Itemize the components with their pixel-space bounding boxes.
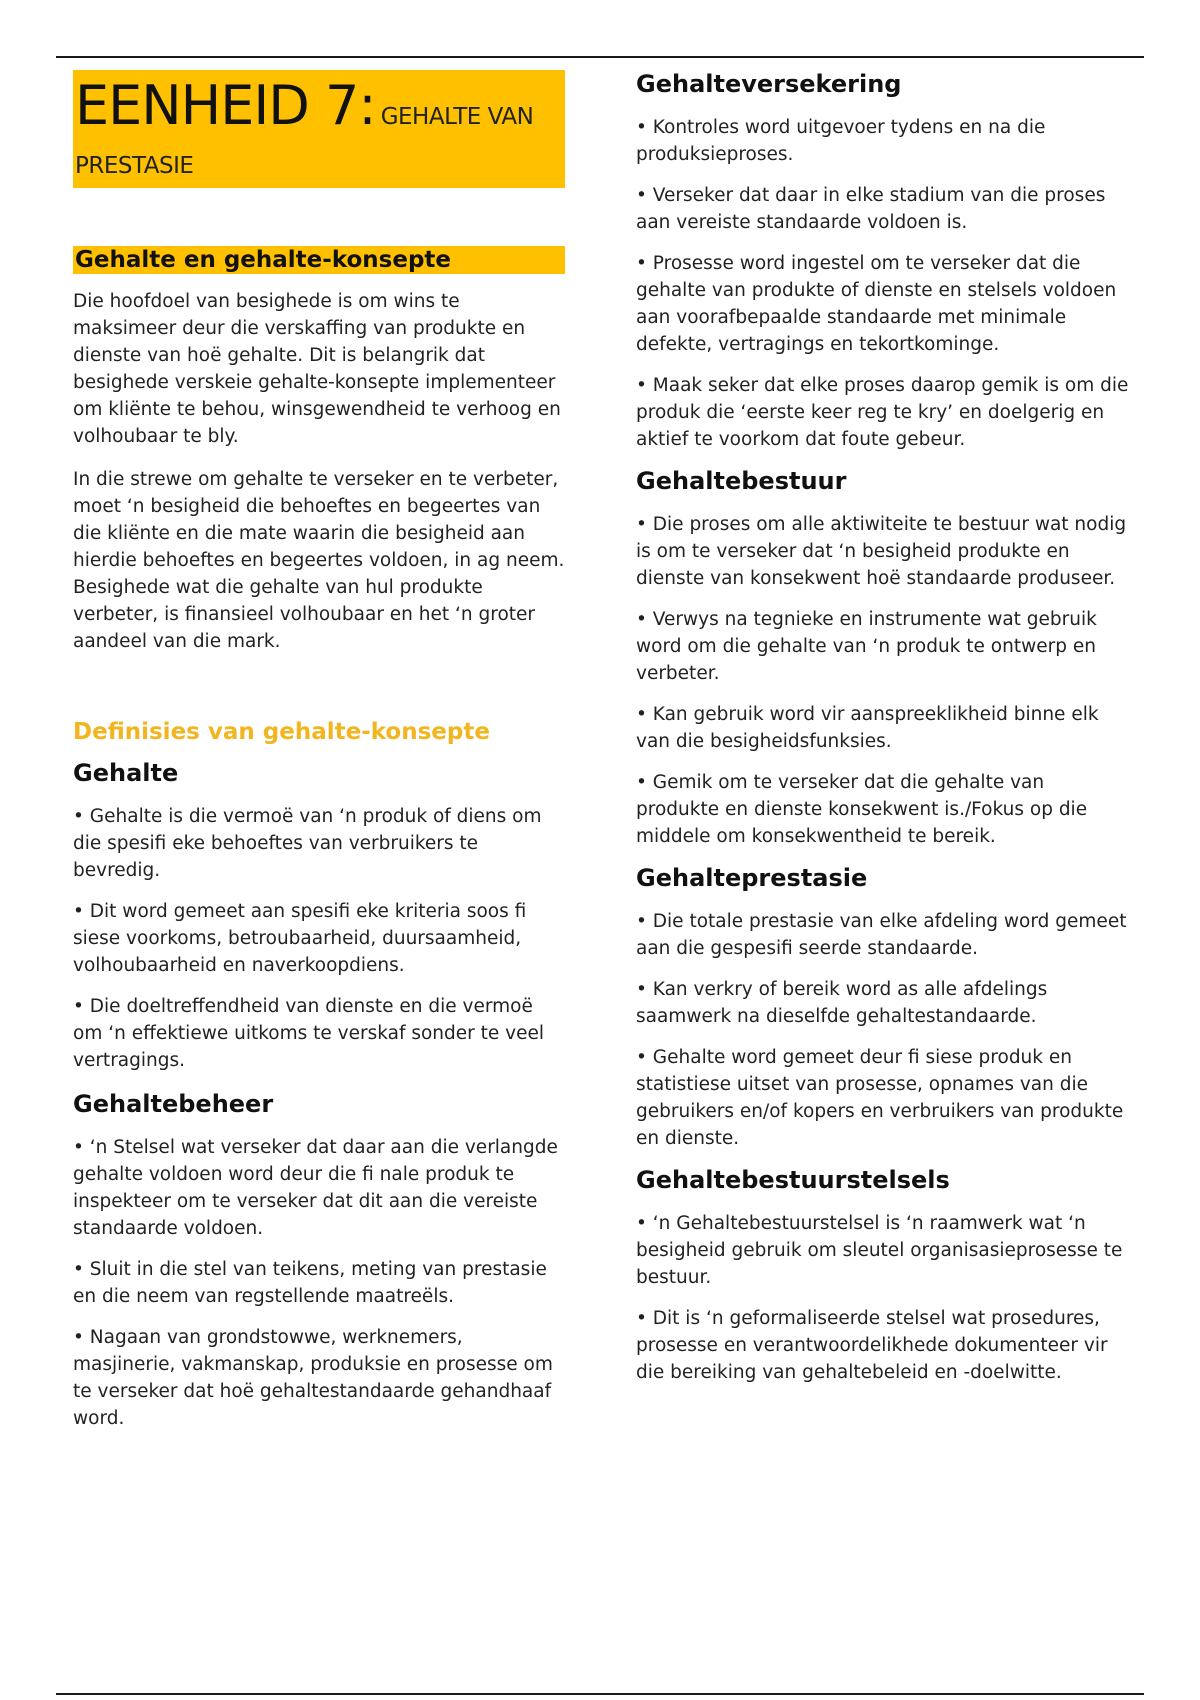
- intro-paragraph: In die strewe om gehalte te verseker en te verbeter, moet ‘n besigheid die behoeftes en begeertes van die kliënte en die mate waarin die besigheid aan hierdie behoeftes en begeertes voldoen, in ag neem. Besighede wat die gehalte van hul produkte verbeter, is finansieel volhoubaar en het ‘n groter aandeel van die mark.: [73, 469, 565, 652]
- bullet-item: • Dit word gemeet aan spesifi eke kriteria soos fi siese voorkoms, betroubaarheid, duursaamheid, volhoubaarheid en naverkoopdiens.: [73, 901, 527, 976]
- bullet-item: • Kan verkry of bereik word as alle afdelings saamwerk na dieselfde gehaltestandaarde.: [636, 979, 1048, 1027]
- bullet-item: • ‘n Gehaltebestuurstelsel is ‘n raamwerk wat ‘n besigheid gebruik om sleutel organisasieprosesse te bestuur.: [636, 1213, 1123, 1288]
- bullet-item: • Verseker dat daar in elke stadium van die proses aan vereiste standaarde voldoen is.: [636, 185, 1106, 233]
- bullet-item: • Gehalte is die vermoë van ‘n produk of diens om die spesifi eke behoeftes van verbruikers te bevredig.: [73, 806, 542, 881]
- section-gehalteprestasie: [636, 864, 1132, 1152]
- right-column: [636, 70, 1132, 1386]
- bottom-rule: [56, 1693, 1144, 1695]
- definitions-heading: Definisies van gehalte-konsepte: [73, 719, 490, 745]
- section-gehaltebeheer: [73, 1090, 565, 1432]
- section-heading: Gehalteprestasie: [636, 864, 868, 892]
- unit-title-banner: [73, 70, 565, 188]
- section-heading: Gehaltebestuur: [636, 467, 847, 495]
- section-heading: Gehaltebeheer: [73, 1090, 274, 1118]
- unit-title-sub: GEHALTE VAN: [380, 104, 534, 130]
- section-gehalte: [73, 759, 565, 1074]
- unit-title-main: EENHEID 7:: [75, 74, 376, 137]
- bullet-item: • Kan gebruik word vir aanspreeklikheid binne elk van die besigheidsfunksies.: [636, 704, 1099, 752]
- unit-title-line2: PRESTASIE: [75, 153, 194, 179]
- bullet-item: • Die proses om alle aktiwiteite te bestuur wat nodig is om te verseker dat ‘n besigheid produkte en dienste van konsekwent hoë standaarde produseer.: [636, 514, 1127, 589]
- bullet-item: • Nagaan van grondstowwe, werknemers, masjinerie, vakmanskap, produksie en prosesse om te verseker dat hoë gehaltestandaarde gehandhaaf word.: [73, 1327, 553, 1429]
- bullet-item: • Gehalte word gemeet deur fi siese produk en statistiese uitset van prosesse, opnames van die gebruikers en/of kopers en verbruikers van produkte en dienste.: [636, 1047, 1124, 1149]
- section-gehaltebestuur: [636, 467, 1132, 850]
- intro-paragraph: Die hoofdoel van besighede is om wins te maksimeer deur die verskaffing van produkte en dienste van hoë gehalte. Dit is belangrik dat besighede verskeie gehalte-konsepte implementeer om kliënte te behou, winsgewendheid te verhoog en volhoubaar te bly.: [73, 291, 561, 447]
- bullet-item: • Sluit in die stel van teikens, meting van prestasie en die neem van regstellende maatreëls.: [73, 1259, 547, 1307]
- top-rule: [56, 56, 1144, 58]
- bullet-item: • ‘n Stelsel wat verseker dat daar aan die verlangde gehalte voldoen word deur die fi nale produk te inspekteer om te verseker dat dit aan die vereiste standaarde voldoen.: [73, 1137, 558, 1239]
- bullet-item: • Die totale prestasie van elke afdeling word gemeet aan die gespesifi seerde standaarde.: [636, 911, 1127, 959]
- left-column: [73, 70, 565, 1432]
- section-gehaltebestuurstelsels: [636, 1166, 1132, 1386]
- bullet-item: • Dit is ‘n geformaliseerde stelsel wat prosedures, prosesse en verantwoordelikhede dokumenteer vir die bereiking van gehaltebeleid en -doelwitte.: [636, 1308, 1108, 1383]
- section-heading: Gehalteversekering: [636, 70, 902, 98]
- bullet-item: • Die doeltreffendheid van dienste en die vermoë om ‘n effektiewe uitkoms te verskaf sonder te veel vertragings.: [73, 996, 545, 1071]
- bullet-item: • Kontroles word uitgevoer tydens en na die produksieproses.: [636, 117, 1046, 165]
- bullet-item: • Gemik om te verseker dat die gehalte van produkte en dienste konsekwent is./Fokus op die middele om konsekwentheid te bereik.: [636, 772, 1088, 847]
- section-heading: Gehalte: [73, 759, 179, 787]
- section-heading-gehalte-konsepte: Gehalte en gehalte-konsepte: [73, 246, 565, 274]
- bullet-item: • Maak seker dat elke proses daarop gemik is om die produk die ‘eerste keer reg te kry’ en doelgerig en aktief te voorkom dat foute gebeur.: [636, 375, 1129, 450]
- section-heading: Gehaltebestuurstelsels: [636, 1166, 950, 1194]
- section-gehalteversekering: [636, 70, 1132, 453]
- bullet-item: • Verwys na tegnieke en instrumente wat gebruik word om die gehalte van ‘n produk te ontwerp en verbeter.: [636, 609, 1097, 684]
- bullet-item: • Prosesse word ingestel om te verseker dat die gehalte van produkte of dienste en stelsels voldoen aan voorafbepaalde standaarde met minimale defekte, vertragings en tekortkominge.: [636, 253, 1117, 355]
